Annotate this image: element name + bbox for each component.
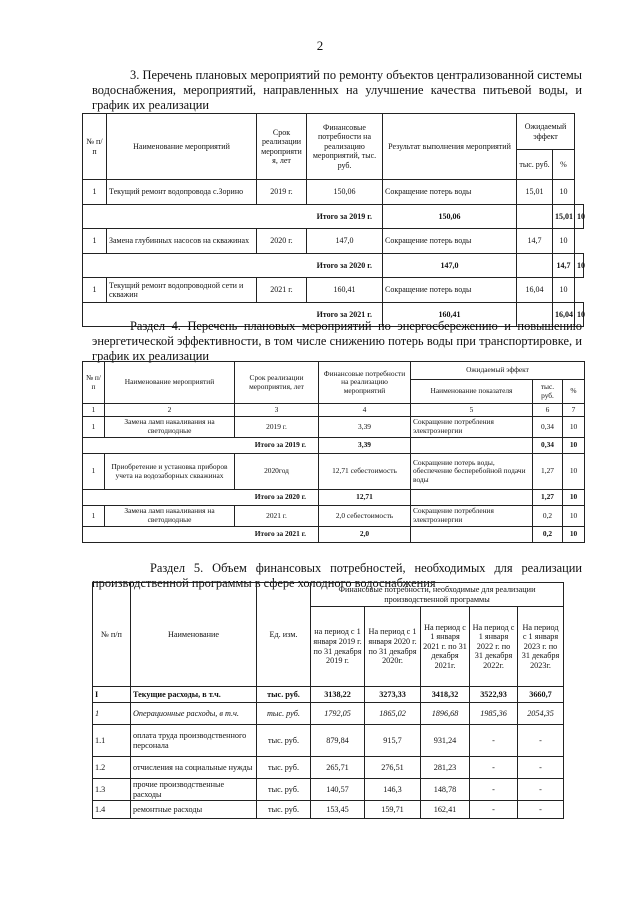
total-label: Итого за 2021 г. (83, 303, 383, 327)
column-number: 4 (319, 404, 411, 417)
cell-rub: 15,01 (553, 205, 575, 229)
cell-rub: 1,27 (533, 454, 563, 490)
cell-finance: 160,41 (383, 303, 517, 327)
cell-name: Замена ламп накаливания на светодиодные (105, 506, 235, 527)
cell-value: 2054,35 (518, 703, 564, 725)
header-effect: Ожидаемый эффект (411, 362, 585, 380)
cell-value: - (518, 779, 564, 801)
cell-num: 1.1 (93, 725, 131, 757)
total-label: Итого за 2020 г. (83, 490, 319, 506)
cell-value: 879,84 (311, 725, 365, 757)
header-num: № п/п (93, 583, 131, 687)
total-row (83, 254, 584, 278)
header-unit: Ед. изм. (257, 583, 311, 687)
cell-pct: 10 (563, 454, 585, 490)
cell-num: 1 (93, 703, 131, 725)
cell-unit: тыс. руб. (257, 757, 311, 779)
table-row (83, 229, 584, 254)
cell-value: - (518, 801, 564, 819)
cell-value: 1865,02 (365, 703, 421, 725)
cell-pct: 10 (575, 303, 584, 327)
table-row (83, 278, 584, 303)
header-num: № п/ п (83, 114, 107, 180)
table-row (93, 725, 564, 757)
header-pct: % (563, 380, 585, 404)
cell-num: 1 (83, 417, 105, 438)
cell-finance: 12,71 (319, 490, 411, 506)
cell-name: Операционные расходы, в т.ч. (131, 703, 257, 725)
cell-name: ремонтные расходы (131, 801, 257, 819)
header-effect-rub: тыс. руб. (517, 150, 553, 180)
page-number: 2 (316, 38, 324, 53)
cell-value: 3660,7 (518, 687, 564, 703)
cell-name: отчисления на социальные нужды (131, 757, 257, 779)
cell-finance: 2,0 (319, 527, 411, 543)
cell-term: 2021 г. (235, 506, 319, 527)
header-period: На период с 1 января 2023 г. по 31 декабря 2023г. (518, 607, 564, 687)
cell-result: Сокращение потерь воды (383, 180, 517, 205)
cell-num: 1 (83, 454, 105, 490)
total-label: Итого за 2020 г. (83, 254, 383, 278)
header-term: Срок реализации мероприяти я, лет (257, 114, 307, 180)
cell-value: 281,23 (421, 757, 470, 779)
cell-blank (411, 490, 533, 506)
section4-table (82, 361, 585, 543)
table-row (83, 417, 585, 438)
header-period: На период с 1 января 2022 г. по 31 декабря 2022г. (470, 607, 518, 687)
cell-finance: 2,0 себестоимость (319, 506, 411, 527)
header-name: Наименование мероприятий (107, 114, 257, 180)
cell-value: 931,24 (421, 725, 470, 757)
cell-blank (411, 438, 533, 454)
section4-title: Раздел 4. Перечень плановых мероприятий по энергосбережению и повышению энергетической эффективности, в том числе снижению потерь воды при транспортировке, и график их реализации (92, 319, 582, 363)
cell-result: Сокращение потерь воды (383, 278, 517, 303)
cell-name: Замена глубинных насосов на скважинах (107, 229, 257, 254)
cell-value: 265,71 (311, 757, 365, 779)
cell-blank (517, 254, 553, 278)
section5-title: Раздел 5. Объем финансовых потребностей, необходимых для реализации производственной программы в сфере холодного водоснабжения (92, 561, 582, 590)
cell-num: I (93, 687, 131, 703)
cell-unit: тыс. руб. (257, 687, 311, 703)
cell-rub: 15,01 (517, 180, 553, 205)
cell-unit: тыс. руб. (257, 779, 311, 801)
column-number: 7 (563, 404, 585, 417)
header-rub: тыс. руб. (533, 380, 563, 404)
cell-name: Текущие расходы, в т.ч. (131, 687, 257, 703)
cell-unit: тыс. руб. (257, 703, 311, 725)
header-num: № п/п (83, 362, 105, 404)
cell-num: 1 (83, 180, 107, 205)
table-row (93, 801, 564, 819)
header-name: Наименование (131, 583, 257, 687)
table-row (93, 703, 564, 725)
cell-value: 146,3 (365, 779, 421, 801)
cell-finance: 150,06 (307, 180, 383, 205)
cell-name: оплата труда производственного персонала (131, 725, 257, 757)
cell-value: - (470, 757, 518, 779)
cell-value: 153,45 (311, 801, 365, 819)
cell-value: 3138,22 (311, 687, 365, 703)
cell-indicator: Сокращение потерь воды, обеспечение бесперебойной подачи воды (411, 454, 533, 490)
cell-name: Приобретение и установка приборов учета на водозаборных скважинах (105, 454, 235, 490)
header-effect: Ожидаемый эффект (517, 114, 575, 150)
table-row (93, 757, 564, 779)
cell-term: 2020год (235, 454, 319, 490)
header-period: На период с 1 января 2021 г. по 31 декабря 2021г. (421, 607, 470, 687)
total-row (83, 527, 585, 543)
cell-value: 148,78 (421, 779, 470, 801)
cell-term: 2021 г. (257, 278, 307, 303)
cell-value: 1792,05 (311, 703, 365, 725)
section3-title: 3. Перечень плановых мероприятий по ремонту объектов централизованной системы водоснабжения, мероприятий, направленных на улучшение качества питьевой воды, и график их реализации (92, 68, 582, 112)
cell-indicator: Сокращение потребления электроэнергии (411, 506, 533, 527)
cell-result: Сокращение потерь воды (383, 229, 517, 254)
cell-value: 159,71 (365, 801, 421, 819)
cell-rub: 0,34 (533, 438, 563, 454)
cell-num: 1.2 (93, 757, 131, 779)
cell-rub: 14,7 (553, 254, 575, 278)
cell-finance: 12,71 себестоимость (319, 454, 411, 490)
cell-value: 3418,32 (421, 687, 470, 703)
cell-value: - (518, 757, 564, 779)
cell-pct: 10 (563, 417, 585, 438)
cell-name: прочие производственные расходы (131, 779, 257, 801)
cell-value: 915,7 (365, 725, 421, 757)
total-label: Итого за 2019 г. (83, 205, 383, 229)
header-term: Срок реализации мероприятия, лет (235, 362, 319, 404)
cell-pct: 10 (563, 490, 585, 506)
column-number: 6 (533, 404, 563, 417)
cell-rub: 14,7 (517, 229, 553, 254)
cell-pct: 10 (553, 180, 575, 205)
cell-rub: 16,04 (553, 303, 575, 327)
cell-pct: 10 (575, 254, 584, 278)
table-row (83, 180, 584, 205)
cell-value: 3273,33 (365, 687, 421, 703)
cell-value: - (518, 725, 564, 757)
cell-num: 1 (83, 278, 107, 303)
total-label: Итого за 2019 г. (83, 438, 319, 454)
cell-pct: 10 (553, 278, 575, 303)
column-number: 1 (83, 404, 105, 417)
cell-pct: 10 (553, 229, 575, 254)
cell-pct: 10 (563, 438, 585, 454)
table-row (93, 779, 564, 801)
cell-finance: 150,06 (383, 205, 517, 229)
cell-finance: 3,39 (319, 417, 411, 438)
cell-value: - (470, 779, 518, 801)
cell-unit: тыс. руб. (257, 801, 311, 819)
cell-pct: 10 (575, 205, 584, 229)
cell-value: - (470, 725, 518, 757)
cell-value: 140,57 (311, 779, 365, 801)
section3-table (82, 113, 584, 327)
header-name: Наименование мероприятий (105, 362, 235, 404)
cell-term: 2019 г. (257, 180, 307, 205)
cell-num: 1 (83, 229, 107, 254)
cell-value: 3522,93 (470, 687, 518, 703)
table-row (83, 454, 585, 490)
header-finance: Финансовые потребности на реализацию мероприятий, тыс. руб. (307, 114, 383, 180)
total-row (83, 205, 584, 229)
cell-value: - (470, 801, 518, 819)
column-number: 3 (235, 404, 319, 417)
cell-pct: 10 (563, 506, 585, 527)
table-row (93, 687, 564, 703)
header-effect-pct: % (553, 150, 575, 180)
cell-num: 1.3 (93, 779, 131, 801)
header-group: Финансовые потребности, необходимые для реализации производственной программы (311, 583, 564, 607)
table-row (83, 506, 585, 527)
total-label: Итого за 2021 г. (83, 527, 319, 543)
cell-finance: 3,39 (319, 438, 411, 454)
cell-term: 2020 г. (257, 229, 307, 254)
cell-num: 1 (83, 506, 105, 527)
cell-name: Текущий ремонт водопроводной сети и скважин (107, 278, 257, 303)
cell-unit: тыс. руб. (257, 725, 311, 757)
cell-finance: 147,0 (383, 254, 517, 278)
cell-rub: 0,2 (533, 527, 563, 543)
cell-value: 276,51 (365, 757, 421, 779)
cell-finance: 160,41 (307, 278, 383, 303)
header-result: Результат выполнения мероприятий (383, 114, 517, 180)
cell-term: 2019 г. (235, 417, 319, 438)
column-number: 5 (411, 404, 533, 417)
cell-num: 1.4 (93, 801, 131, 819)
cell-blank (517, 205, 553, 229)
total-row (83, 490, 585, 506)
cell-rub: 16,04 (517, 278, 553, 303)
cell-pct: 10 (563, 527, 585, 543)
header-indicator: Наименование показателя (411, 380, 533, 404)
header-period: на период с 1 января 2019 г. по 31 декабря 2019 г. (311, 607, 365, 687)
cell-rub: 1,27 (533, 490, 563, 506)
section5-table (92, 582, 564, 819)
cell-name: Замена ламп накаливания на светодиодные (105, 417, 235, 438)
cell-blank (411, 527, 533, 543)
cell-finance: 147,0 (307, 229, 383, 254)
total-row (83, 438, 585, 454)
cell-indicator: Сокращение потребления электроэнергии (411, 417, 533, 438)
cell-value: 162,41 (421, 801, 470, 819)
cell-value: 1896,68 (421, 703, 470, 725)
column-number: 2 (105, 404, 235, 417)
cell-rub: 0,34 (533, 417, 563, 438)
cell-value: 1985,36 (470, 703, 518, 725)
cell-name: Текущий ремонт водопровода с.Зорино (107, 180, 257, 205)
header-finance: Финансовые потребности на реализацию мероприятий (319, 362, 411, 404)
cell-rub: 0,2 (533, 506, 563, 527)
header-period: На период с 1 января 2020 г. по 31 декабря 2020г. (365, 607, 421, 687)
